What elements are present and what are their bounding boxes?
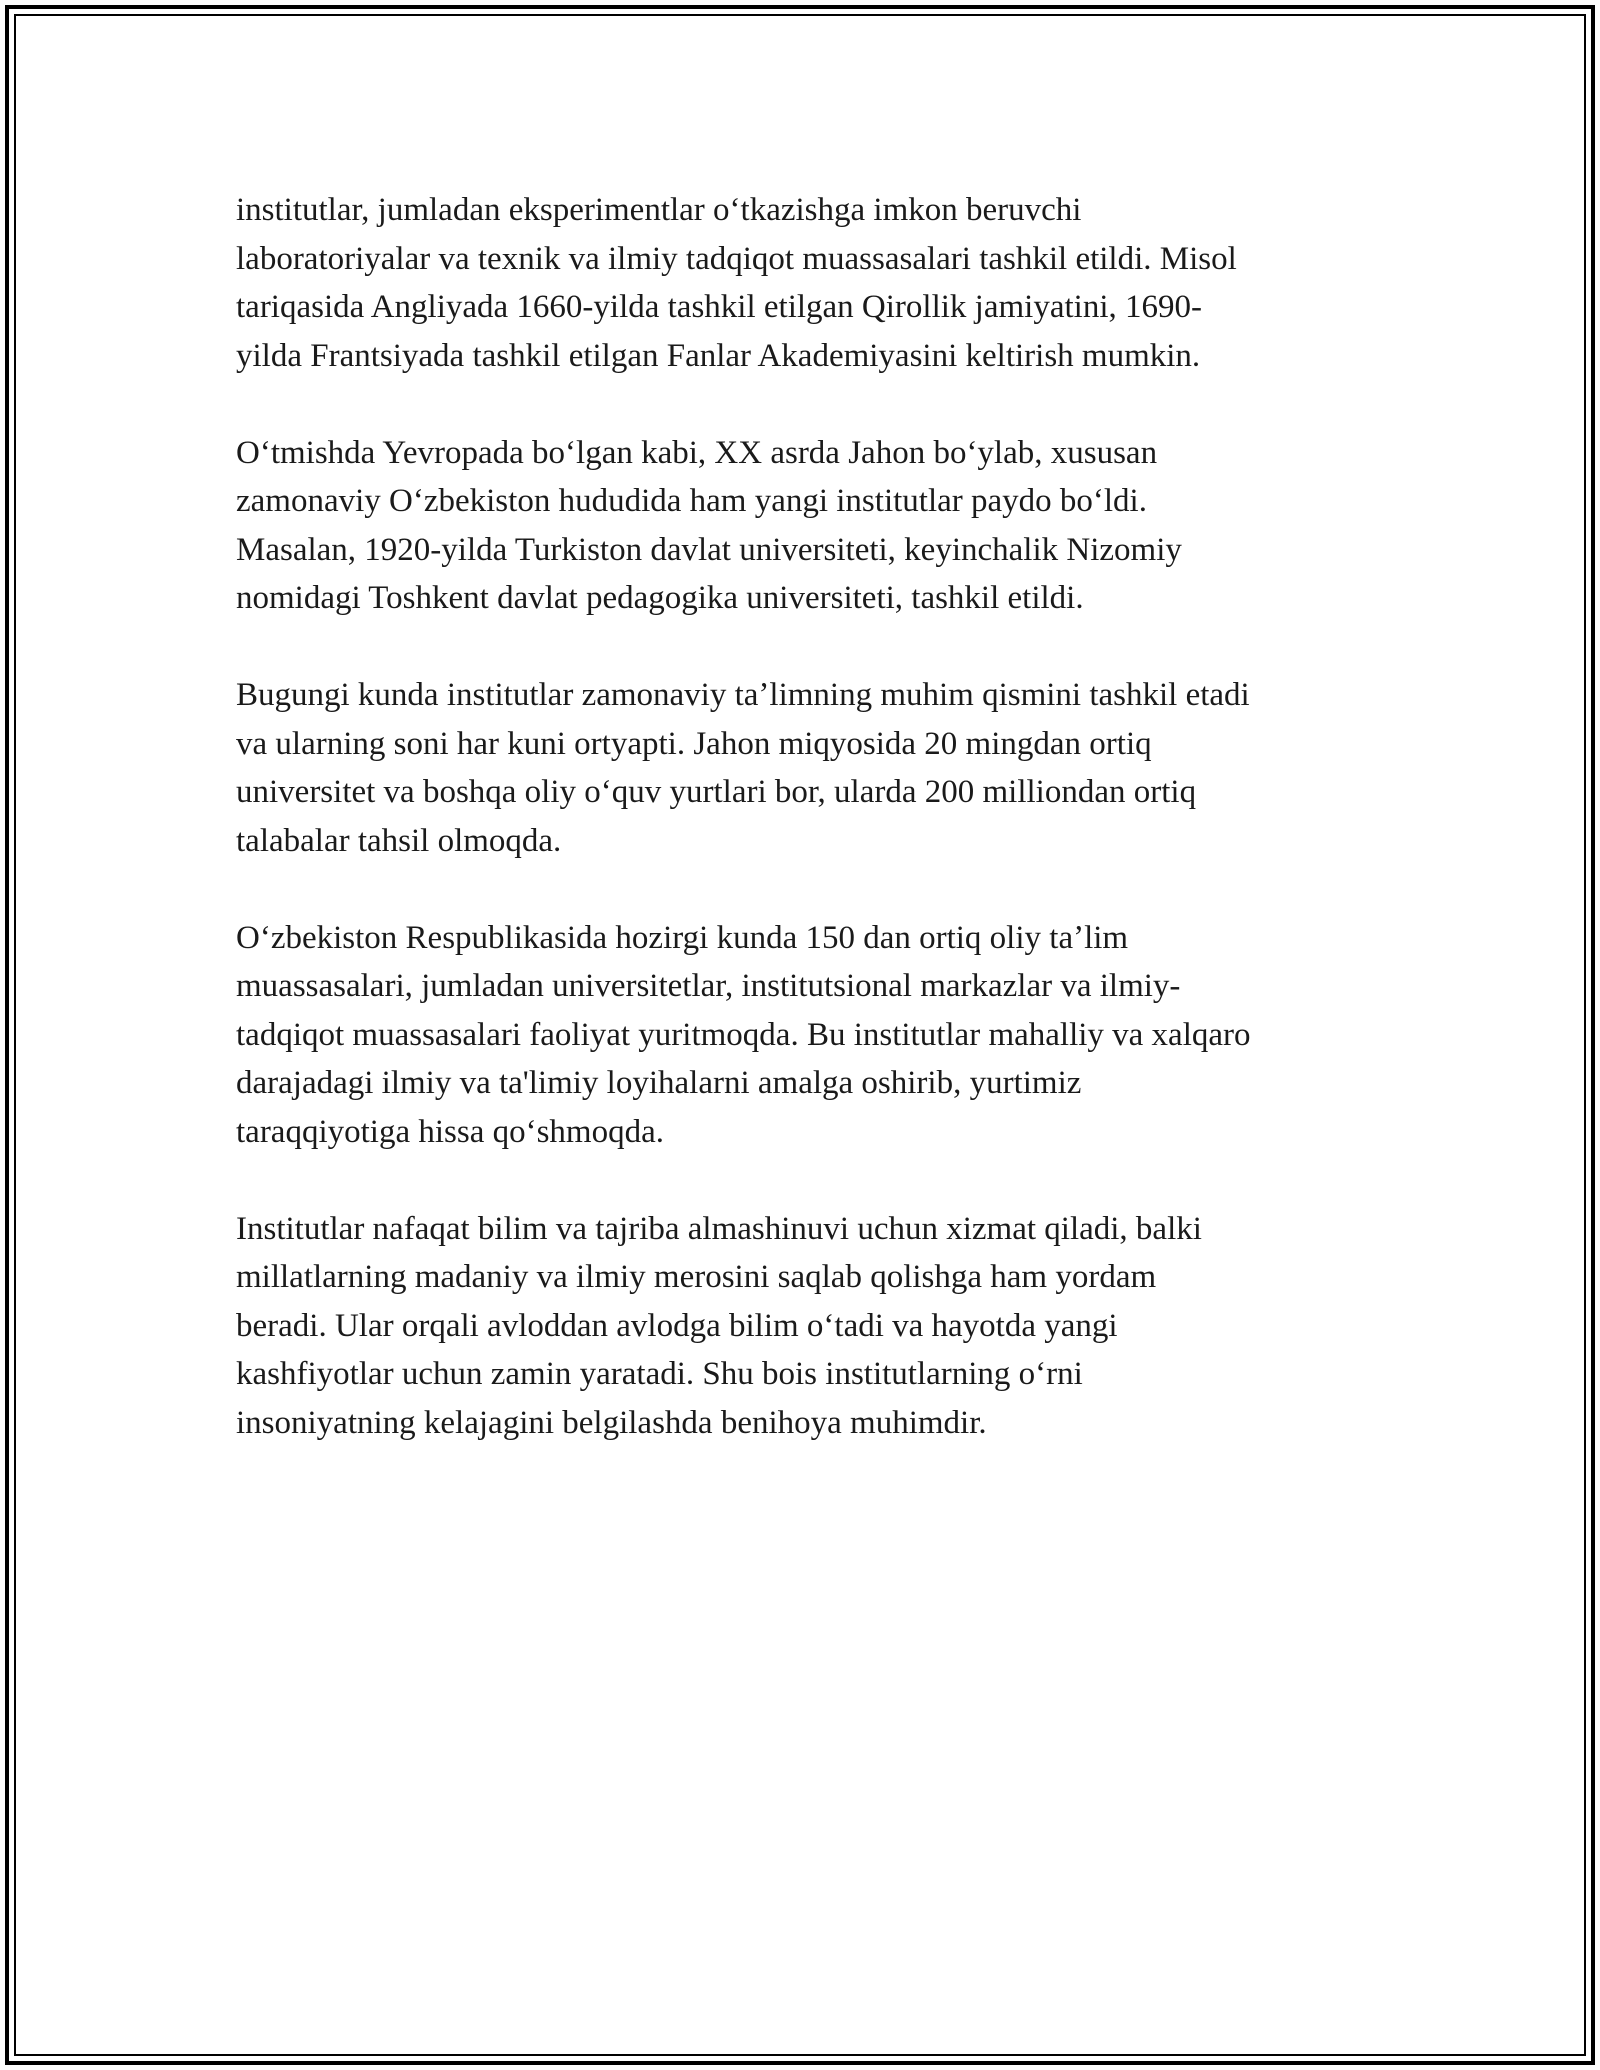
paragraph-4: Oʻzbekiston Respublikasida hozirgi kunda 150 dan ortiq oliy taʼlim muassasalari, jumladan universitetlar, institutsional markazlar va ilmiy- tadqiqot muassasalari faoliyat yuritmoqda. Bu institutlar mahalliy va xalqaro darajadagi ilmiy va ta'limiy loyihalarni amalga oshirib, yurtimiz taraqqiyotiga hissa qoʻshmoqda. [236,919,1251,1150]
paragraph-5: Institutlar nafaqat bilim va tajriba almashinuvi uchun xizmat qiladi, balki millatlarning madaniy va ilmiy merosini saqlab qolishga ham yordam beradi. Ular orqali avloddan avlodga bilim oʻtadi va hayotda yangi kashfiyotlar uchun zamin yaratadi. Shu bois institutlarning oʻrni insoniyatning kelajagini belgilashda benihoya muhimdir. [236,1210,1202,1441]
paragraph-3: Bugungi kunda institutlar zamonaviy taʼlimning muhim qismini tashkil etadi va ularning soni har kuni ortyapti. Jahon miqyosida 20 mingdan ortiq universitet va boshqa oliy oʻquv yurtlari bor, ularda 200 milliondan ortiq talabalar tahsil olmoqda. [236,677,1250,859]
paragraph-1: institutlar, jumladan eksperimentlar oʻtkazishga imkon beruvchi laboratoriyalar va texnik va ilmiy tadqiqot muassasalari tashkil etildi. Misol tariqasida Angliyada 1660-yilda tashkil etilgan Qirollik jamiyatini, 1690- yilda Frantsiyada tashkil etilgan Fanlar Akademiyasini keltirish mumkin. [236,192,1237,374]
paragraph-2: Oʻtmishda Yevropada boʻlgan kabi, XX asrda Jahon boʻylab, xususan zamonaviy Oʻzbekiston hududida ham yangi institutlar paydo boʻldi. Masalan, 1920-yilda Turkiston davlat universiteti, keyinchalik Nizomiy nomidagi Toshkent davlat pedagogika universiteti, tashkil etildi. [236,434,1182,616]
document-body [236,186,1366,1496]
